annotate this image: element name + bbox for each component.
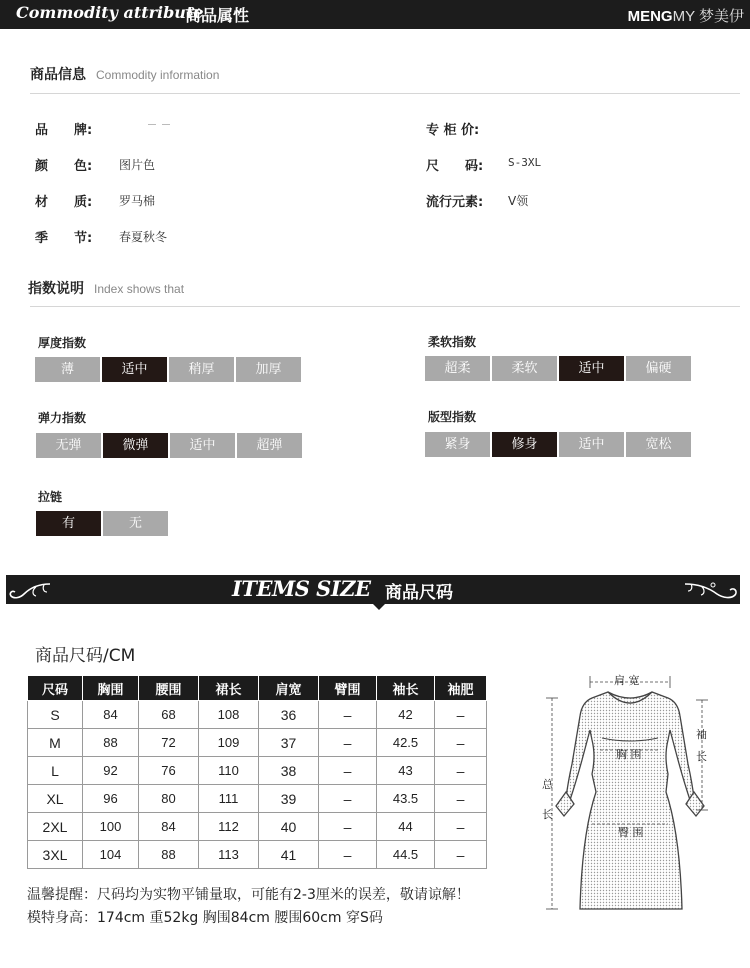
softness-index-scale: [425, 356, 691, 381]
dress-measurement-diagram: [530, 664, 730, 918]
fit-option-loose: 宽松: [626, 432, 691, 457]
zipper-index-scale: [36, 511, 168, 536]
elasticity-option-medium: 适中: [170, 433, 235, 458]
header-sleeve-width: 袖肥: [435, 676, 487, 701]
table-cell: –: [435, 841, 487, 869]
zipper-option-yes: 有: [36, 511, 101, 536]
table-cell: –: [435, 813, 487, 841]
table-cell: –: [435, 701, 487, 729]
size-tip-note: 温馨提醒：尺码均为实物平铺量取，可能有2-3厘米的误差，敬请谅解！: [27, 887, 470, 903]
table-cell: –: [319, 757, 377, 785]
table-cell: 110: [199, 757, 259, 785]
table-row: [28, 785, 487, 813]
info-section-title-cn: 商品信息: [30, 67, 86, 83]
table-cell: L: [28, 757, 83, 785]
table-cell: –: [435, 785, 487, 813]
hip-label: 臀 围: [618, 826, 644, 839]
info-section-title-en: Commodity information: [96, 68, 220, 82]
table-cell: 72: [139, 729, 199, 757]
fit-index-scale: [425, 432, 691, 457]
table-cell: 40: [259, 813, 319, 841]
elasticity-option-super: 超弹: [237, 433, 302, 458]
table-cell: 38: [259, 757, 319, 785]
table-cell: 39: [259, 785, 319, 813]
table-row: [28, 841, 487, 869]
swirl-ornament-icon: [683, 576, 739, 602]
shoulder-width-label: 肩 宽: [614, 674, 640, 687]
total-length-label-bottom: 长: [542, 808, 553, 821]
table-cell: 108: [199, 701, 259, 729]
brand-logo-bold: MENG: [627, 8, 673, 25]
items-size-title-cn: 商品尺码: [385, 583, 453, 603]
table-cell: 44.5: [377, 841, 435, 869]
table-cell: 80: [139, 785, 199, 813]
table-cell: 88: [83, 729, 139, 757]
header-arm: 臂围: [319, 676, 377, 701]
table-cell: 44: [377, 813, 435, 841]
table-cell: 100: [83, 813, 139, 841]
header-skirt-length: 裙长: [199, 676, 259, 701]
table-cell: XL: [28, 785, 83, 813]
price-label: 专 柜 价:: [426, 123, 480, 138]
table-cell: 43.5: [377, 785, 435, 813]
softness-option-super-soft: 超柔: [425, 356, 490, 381]
softness-option-hard: 偏硬: [626, 356, 691, 381]
header-size: 尺码: [28, 676, 83, 701]
size-table-header-row: [28, 676, 487, 701]
table-cell: 84: [139, 813, 199, 841]
header-title-en: Commodity attribute: [16, 3, 204, 22]
table-cell: 43: [377, 757, 435, 785]
thickness-option-medium: 适中: [102, 357, 167, 382]
style-element-value: V领: [508, 194, 529, 208]
table-cell: –: [435, 729, 487, 757]
softness-index-title: 柔软指数: [428, 335, 477, 349]
size-value: S-3XL: [508, 156, 542, 169]
brand-value-placeholder: [148, 110, 176, 112]
banner-pointer: [373, 604, 385, 610]
table-cell: 36: [259, 701, 319, 729]
thickness-option-thin: 薄: [35, 357, 100, 382]
info-section-heading: [30, 64, 219, 88]
table-cell: –: [319, 841, 377, 869]
table-cell: 76: [139, 757, 199, 785]
sleeve-length-label-top: 袖: [696, 728, 707, 741]
table-cell: 41: [259, 841, 319, 869]
table-cell: M: [28, 729, 83, 757]
style-element-label: 流行元素:: [426, 195, 484, 210]
table-cell: 3XL: [28, 841, 83, 869]
material-label: 材 质:: [35, 195, 93, 210]
header-sleeve-length: 袖长: [377, 676, 435, 701]
color-value: 图片色: [119, 158, 156, 172]
table-row: [28, 729, 487, 757]
fit-index-title: 版型指数: [428, 410, 477, 424]
divider: [30, 306, 740, 307]
sleeve-length-label-bottom: 长: [696, 750, 707, 763]
header-bust: 胸围: [83, 676, 139, 701]
table-cell: 84: [83, 701, 139, 729]
material-value: 罗马棉: [119, 194, 156, 208]
table-cell: –: [319, 785, 377, 813]
items-size-title-en: ITEMS SIZE: [232, 576, 371, 601]
header-title-cn: 商品属性: [185, 6, 250, 25]
season-value: 春夏秋冬: [119, 230, 168, 244]
index-section-heading: [28, 278, 184, 302]
table-cell: –: [319, 729, 377, 757]
chest-label: 胸 围: [616, 748, 642, 761]
thickness-option-thick: 加厚: [236, 357, 301, 382]
dress-outline-icon: [530, 664, 730, 914]
table-cell: –: [435, 757, 487, 785]
thickness-index-scale: [35, 357, 301, 382]
table-cell: 96: [83, 785, 139, 813]
table-cell: 68: [139, 701, 199, 729]
size-table-title: 商品尺码/CM: [35, 646, 136, 666]
table-cell: –: [319, 813, 377, 841]
zipper-index-title: 拉链: [38, 490, 63, 504]
commodity-attribute-header: [0, 0, 750, 29]
softness-option-medium: 适中: [559, 356, 624, 381]
elasticity-index-scale: [36, 433, 302, 458]
size-table: [27, 675, 487, 869]
elasticity-index-title: 弹力指数: [38, 411, 87, 425]
table-cell: –: [319, 701, 377, 729]
items-size-banner: [6, 575, 740, 604]
table-cell: 88: [139, 841, 199, 869]
header-waist: 腰围: [139, 676, 199, 701]
brand-logo-rest: MY 梦美伊: [672, 8, 744, 25]
elasticity-option-slight: 微弹: [103, 433, 168, 458]
table-cell: 92: [83, 757, 139, 785]
table-cell: 112: [199, 813, 259, 841]
brand-label: 品 牌:: [35, 123, 93, 138]
elasticity-option-none: 无弹: [36, 433, 101, 458]
thickness-option-thickish: 稍厚: [169, 357, 234, 382]
total-length-label-top: 总: [542, 778, 553, 791]
index-section-title-en: Index shows that: [94, 282, 185, 296]
table-cell: 104: [83, 841, 139, 869]
fit-option-slim: 修身: [492, 432, 557, 457]
table-cell: 37: [259, 729, 319, 757]
color-label: 颜 色:: [35, 159, 93, 174]
divider: [30, 93, 740, 94]
swirl-ornament-icon: [8, 578, 52, 602]
table-cell: 111: [199, 785, 259, 813]
fit-option-medium: 适中: [559, 432, 624, 457]
table-row: [28, 701, 487, 729]
index-section-title-cn: 指数说明: [28, 281, 84, 297]
fit-option-tight: 紧身: [425, 432, 490, 457]
brand-logo: [628, 5, 744, 26]
table-cell: 42: [377, 701, 435, 729]
table-row: [28, 757, 487, 785]
table-cell: 109: [199, 729, 259, 757]
zipper-option-no: 无: [103, 511, 168, 536]
softness-option-soft: 柔软: [492, 356, 557, 381]
table-cell: 2XL: [28, 813, 83, 841]
thickness-index-title: 厚度指数: [38, 336, 87, 350]
table-cell: 42.5: [377, 729, 435, 757]
size-label: 尺 码:: [426, 159, 484, 174]
season-label: 季 节:: [35, 231, 93, 246]
table-cell: S: [28, 701, 83, 729]
table-row: [28, 813, 487, 841]
table-cell: 113: [199, 841, 259, 869]
header-shoulder: 肩宽: [259, 676, 319, 701]
model-info-note: 模特身高：174cm 重52kg 胸围84cm 腰围60cm 穿S码: [27, 910, 383, 926]
